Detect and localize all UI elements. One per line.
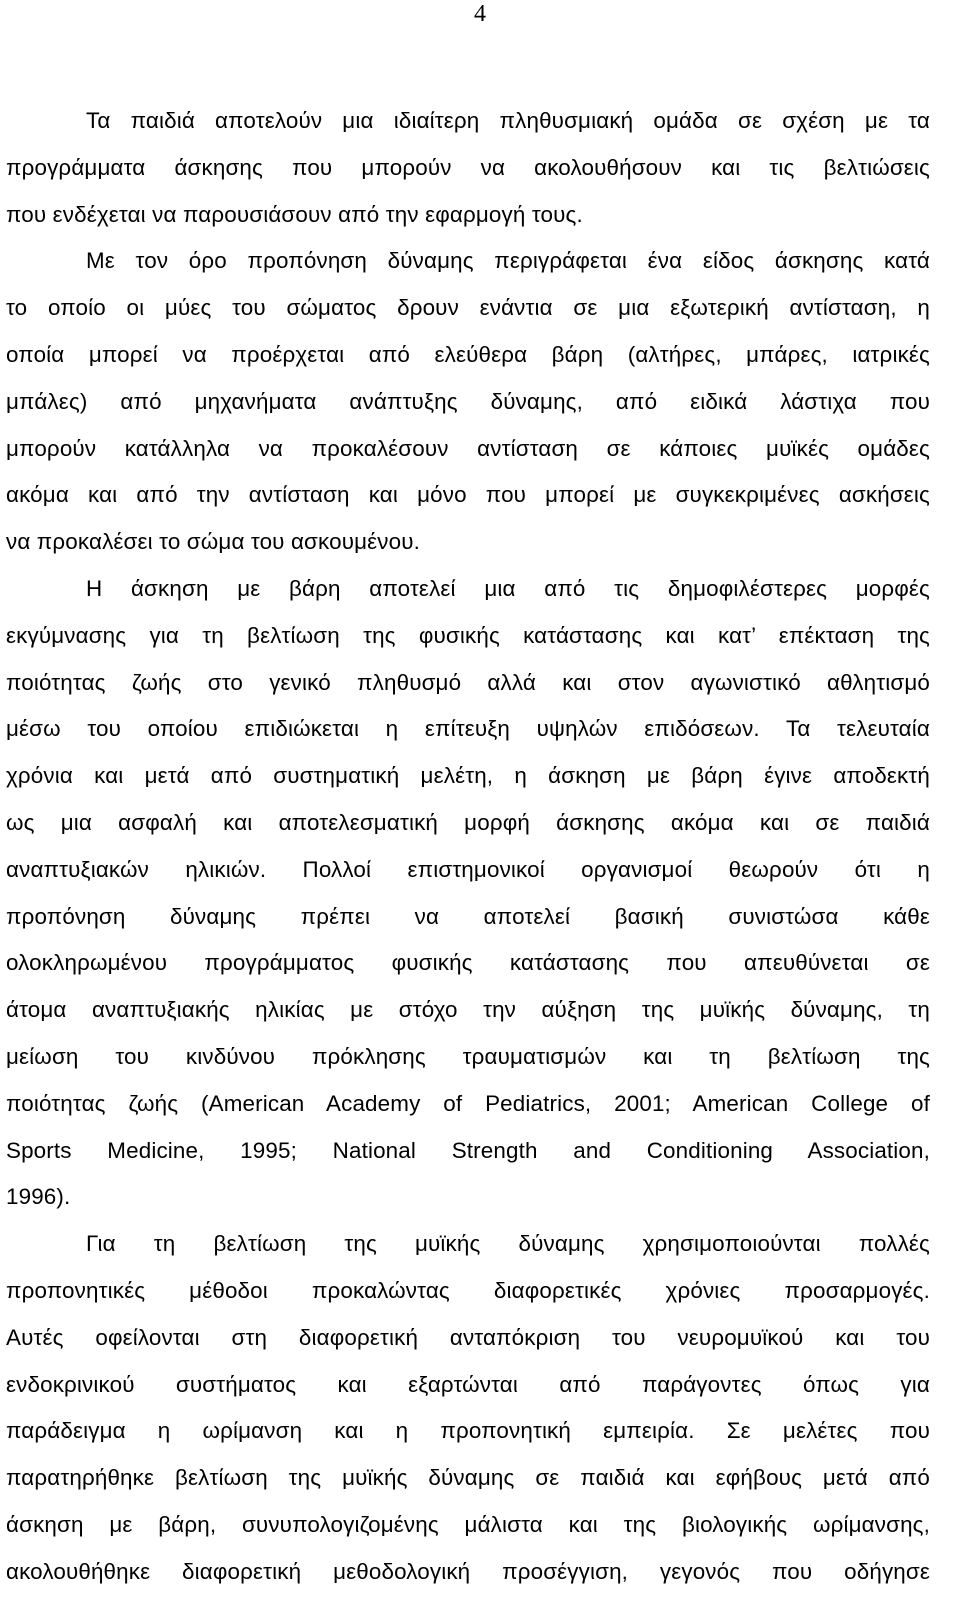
text-line: παράδειγμα η ωρίμανση και η προπονητική εμπειρία. Σε μελέτες που — [6, 1418, 930, 1444]
document-body — [6, 98, 930, 1596]
text-line: παρατηρήθηκε βελτίωση της μυϊκής δύναμης σε παιδιά και εφήβους μετά από — [6, 1465, 930, 1491]
text-line: Sports Medicine, 1995; National Strength and Conditioning Association, — [6, 1137, 930, 1163]
text-line: ακόμα και από την αντίσταση και μόνο που μπορεί με συγκεκριμένες ασκήσεις — [6, 482, 930, 508]
text-line: μπορούν κατάλληλα να προκαλέσουν αντίσταση σε κάποιες μυϊκές ομάδες — [6, 435, 930, 461]
text-line: μπάλες) από μηχανήματα ανάπτυξης δύναμης, από ειδικά λάστιχα που — [6, 388, 930, 414]
text-line: προπονητικές μέθοδοι προκαλώντας διαφορετικές χρόνιες προσαρμογές. — [6, 1277, 930, 1303]
text-line: ενδοκρινικού συστήματος και εξαρτώνται από παράγοντες όπως για — [6, 1371, 930, 1397]
text-line: ποιότητας ζωής (American Academy of Pediatrics, 2001; American College of — [6, 1090, 930, 1116]
text-line: άσκηση με βάρη, συνυπολογιζομένης μάλιστα και της βιολογικής ωρίμανσης, — [6, 1511, 930, 1537]
text-line: ολοκληρωμένου προγράμματος φυσικής κατάστασης που απευθύνεται σε — [6, 950, 930, 976]
text-line: χρόνια και μετά από συστηματική μελέτη, η άσκηση με βάρη έγινε αποδεκτή — [6, 763, 930, 789]
page-number: 4 — [474, 1, 486, 27]
text-line: 1996). — [6, 1184, 71, 1210]
text-line: εκγύμνασης για τη βελτίωση της φυσικής κατάστασης και κατ’ επέκταση της — [6, 622, 930, 648]
text-line: να προκαλέσει το σώμα του ασκουμένου. — [6, 529, 420, 555]
text-line: ως μια ασφαλή και αποτελεσματική μορφή άσκησης ακόμα και σε παιδιά — [6, 809, 930, 835]
text-line: που ενδέχεται να παρουσιάσουν από την εφαρμογή τους. — [6, 201, 583, 227]
text-line: προπόνηση δύναμης πρέπει να αποτελεί βασική συνιστώσα κάθε — [6, 903, 930, 929]
text-line: Αυτές οφείλονται στη διαφορετική ανταπόκριση του νευρομυϊκού και του — [6, 1324, 930, 1350]
text-line: μείωση του κινδύνου πρόκλησης τραυματισμών και τη βελτίωση της — [6, 1043, 930, 1069]
text-line: ποιότητας ζωής στο γενικό πληθυσμό αλλά και στον αγωνιστικό αθλητισμό — [6, 669, 930, 695]
text-line: μέσω του οποίου επιδιώκεται η επίτευξη υψηλών επιδόσεων. Τα τελευταία — [6, 716, 930, 742]
text-line: Με τον όρο προπόνηση δύναμης περιγράφεται ένα είδος άσκησης κατά — [86, 248, 930, 274]
text-line: αναπτυξιακών ηλικιών. Πολλοί επιστημονικοί οργανισμοί θεωρούν ότι η — [6, 856, 930, 882]
text-line: ακολουθήθηκε διαφορετική μεθοδολογική προσέγγιση, γεγονός που οδήγησε — [6, 1558, 930, 1584]
text-line: προγράμματα άσκησης που μπορούν να ακολουθήσουν και τις βελτιώσεις — [6, 154, 930, 180]
text-line: Τα παιδιά αποτελούν μια ιδιαίτερη πληθυσμιακή ομάδα σε σχέση με τα — [86, 108, 930, 133]
text-line: οποία μπορεί να προέρχεται από ελεύθερα βάρη (αλτήρες, μπάρες, ιατρικές — [6, 341, 930, 367]
text-line: Η άσκηση με βάρη αποτελεί μια από τις δημοφιλέστερες μορφές — [86, 575, 930, 601]
text-line: το οποίο οι μύες του σώματος δρουν ενάντια σε μια εξωτερική αντίσταση, η — [6, 295, 930, 321]
text-line: Για τη βελτίωση της μυϊκής δύναμης χρησιμοποιούνται πολλές — [86, 1231, 930, 1257]
text-line: άτομα αναπτυξιακής ηλικίας με στόχο την αύξηση της μυϊκής δύναμης, τη — [6, 997, 930, 1023]
